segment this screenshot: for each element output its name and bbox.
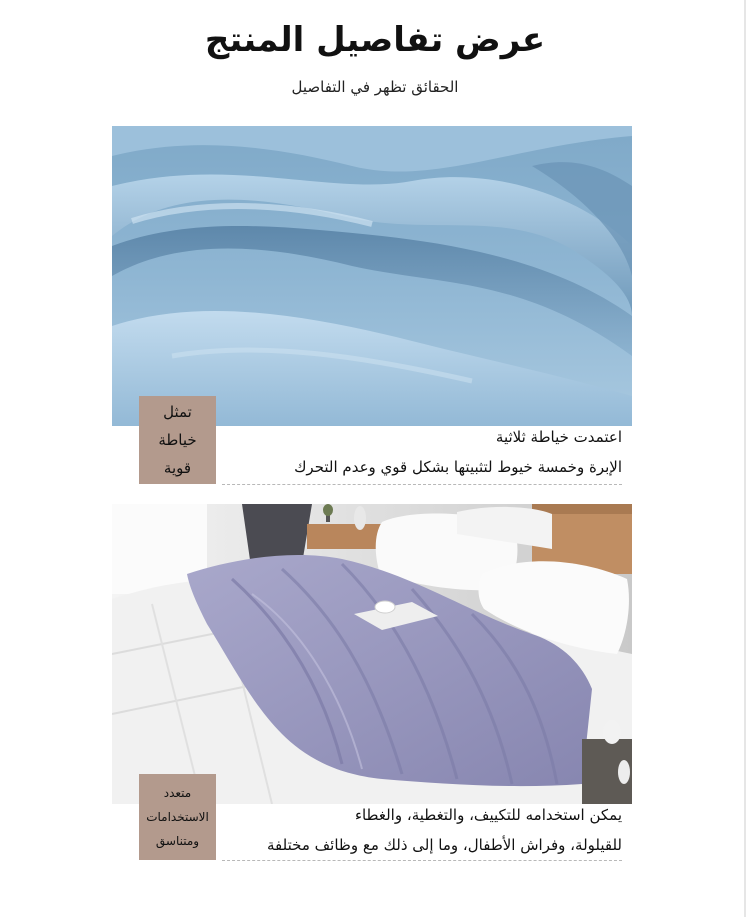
page-edge-divider — [744, 0, 746, 917]
feature-badge-stitching — [139, 396, 216, 484]
feature-description-line: اعتمدت خياطة ثلاثية — [495, 428, 622, 446]
badge-line: خياطة — [158, 431, 197, 449]
dotted-divider — [222, 860, 622, 861]
page-title: عرض تفاصيل المنتج — [204, 20, 546, 60]
page-subtitle: الحقائق تظهر في التفاصيل — [291, 78, 459, 96]
badge-line: قوية — [163, 459, 192, 477]
badge-line: متعدد — [163, 786, 192, 800]
feature-badge-multipurpose — [139, 774, 216, 860]
bedroom-blanket-photo — [112, 504, 632, 804]
badge-line: الاستخدامات — [146, 810, 209, 824]
dotted-divider — [222, 484, 622, 485]
badge-line: تمثل — [163, 403, 192, 421]
feature-description-line: للقيلولة، وفراش الأطفال، وما إلى ذلك مع وظائف مختلفة — [267, 836, 622, 854]
fleece-closeup-photo — [112, 126, 632, 426]
feature-description-line: الإبرة وخمسة خيوط لتثبيتها بشكل قوي وعدم التحرك — [294, 458, 622, 476]
feature-description-line: يمكن استخدامه للتكييف، والتغطية، والغطاء — [354, 806, 622, 824]
badge-line: ومتناسق — [155, 834, 200, 848]
